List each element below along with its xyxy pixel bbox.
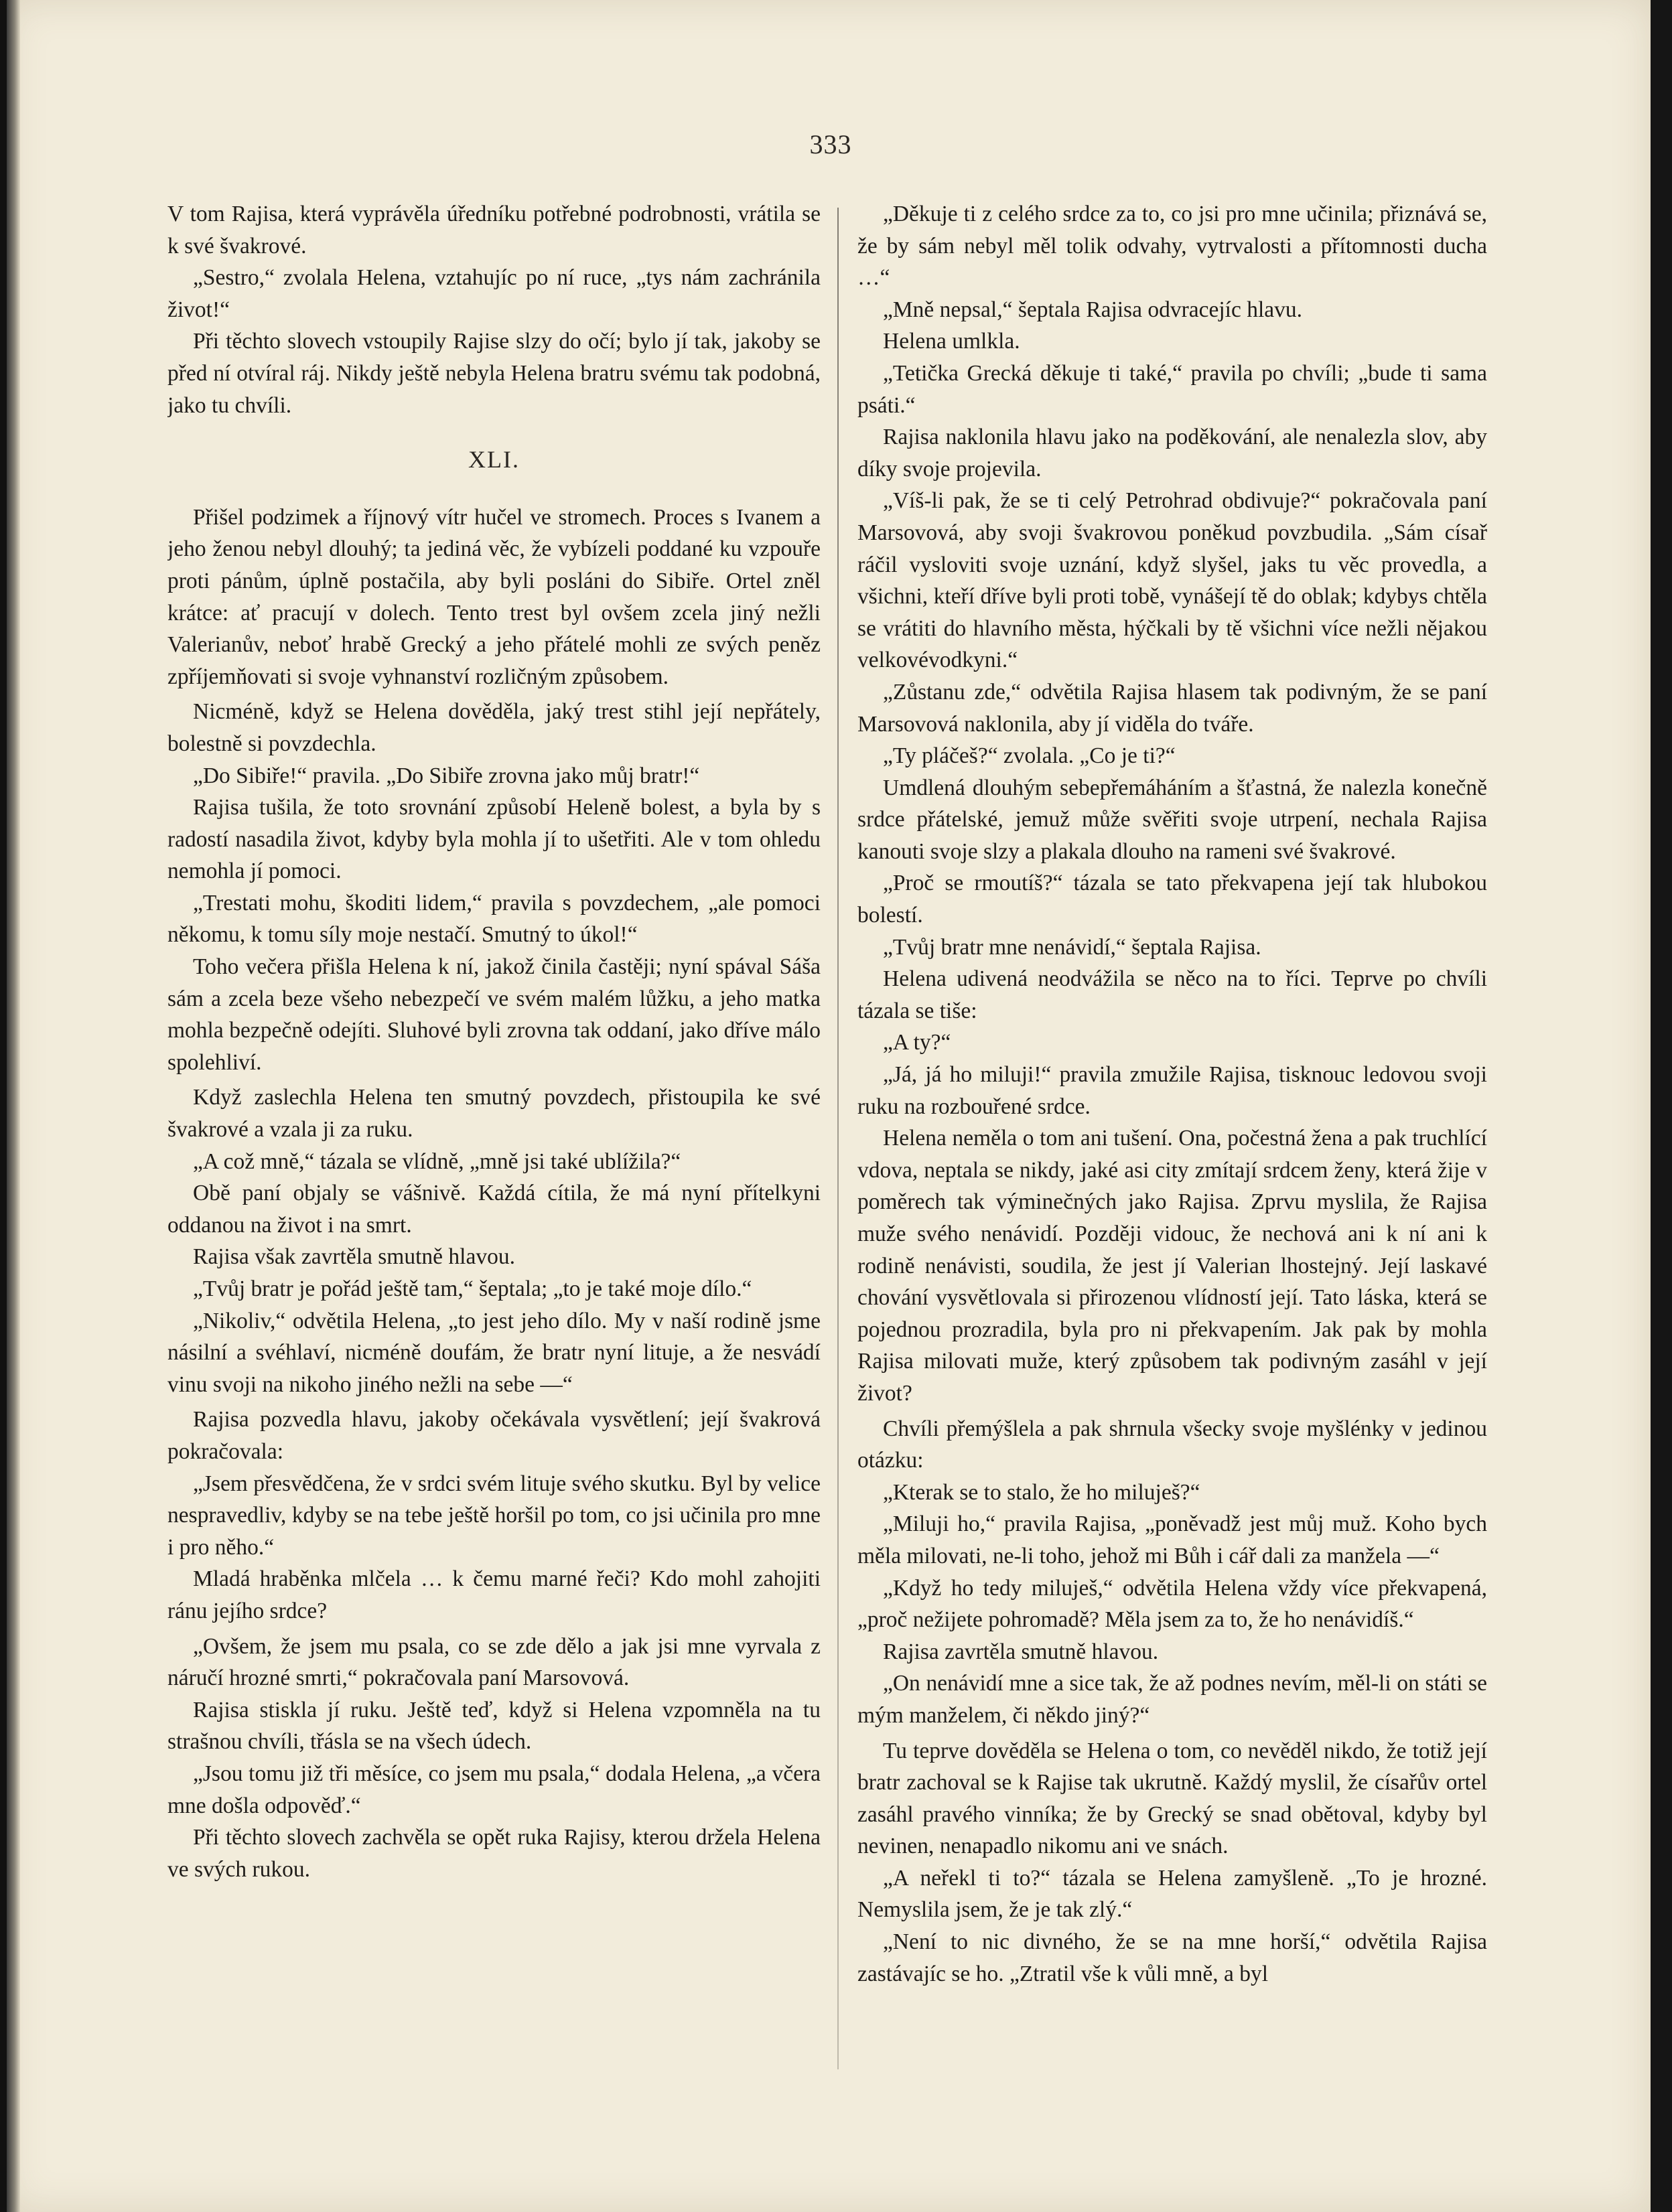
left-text-column <box>167 198 821 2140</box>
paragraph: Rajisa tušila, že toto srovnání způsobí Heleně bolest, a byla by s radostí nasadila život, kdyby byla mohla jí to ušetřiti. Ale v tom ohledu nemohla jí pomoci. <box>167 795 821 884</box>
paragraph: „A neřekl ti to?“ tázala se Helena zamyšleně. „To je hrozné. Nemyslila jsem, že je tak zlý.“ <box>857 1865 1487 1923</box>
paragraph: „Není to nic divného, že se na mne horší,“ odvětila Rajisa zastávajíc se ho. „Ztratil vše k vůli mně, a byl <box>857 1929 1487 1986</box>
paragraph: Umdlená dlouhým sebepřemáháním a šťastná, že nalezla konečně srdce přátelské, jemuž může svěřiti svoje utrpení, nechala Rajisa kanouti svoje slzy a plakala dlouho na rameni své švakrové. <box>857 775 1487 864</box>
paragraph: „Víš-li pak, že se ti celý Petrohrad obdivuje?“ pokračovala paní Marsovová, aby svoji švakrovou poněkud povzbudila. „Sám císař ráčil vysloviti svoje uznání, když slyšel, jaks tu věc provedla, a všichni, kteří dříve byli proti tobě, vynášejí tě do oblak; kdybys chtěla se vrátiti do hlavního města, hýčkali by tě všichni více nežli nějakou velkovévodkyni.“ <box>857 488 1487 673</box>
paragraph: „Trestati mohu, škoditi lidem,“ pravila s povzdechem, „ale pomoci někomu, k tomu síly moje nestačí. Smutný to úkol!“ <box>167 890 821 948</box>
paragraph: „Jsem přesvědčena, že v srdci svém lituje svého skutku. Byl by velice nespravedliv, kdyby se na tebe ještě horšil po tom, co jsi učinila pro mne i pro něho.“ <box>167 1471 821 1560</box>
paragraph: „Miluji ho,“ pravila Rajisa, „poněvadž jest můj muž. Koho bych měla milovati, ne-li toho, jehož mi Bůh i cář dali za manžela —“ <box>857 1511 1487 1568</box>
paragraph: „Zůstanu zde,“ odvětila Rajisa hlasem tak podivným, že se paní Marsovová naklonila, aby jí viděla do tváře. <box>857 679 1487 737</box>
paragraph: „Ovšem, že jsem mu psala, co se zde dělo a jak jsi mne vyrvala z náručí hrozné smrti,“ pokračovala paní Marsovová. <box>167 1633 821 1691</box>
paragraph: „Mně nepsal,“ šeptala Rajisa odvracejíc hlavu. <box>883 297 1303 322</box>
column-divider <box>837 208 839 2069</box>
paragraph: „Sestro,“ zvolala Helena, vztahujíc po ní ruce, „tys nám zachránila život!“ <box>167 265 821 322</box>
paragraph: Rajisa však zavrtěla smutně hlavou. <box>193 1244 515 1270</box>
paragraph: V tom Rajisa, která vyprávěla úředníku potřebné podrobnosti, vrátila se k své švakrové. <box>167 202 821 259</box>
paragraph: „Do Sibiře!“ pravila. „Do Sibiře zrovna jako můj bratr!“ <box>193 763 700 788</box>
paragraph: „A což mně,“ tázala se vlídně, „mně jsi také ublížila?“ <box>193 1149 681 1174</box>
paragraph: Rajisa pozvedla hlavu, jakoby očekávala vysvětlení; její švakrová pokračovala: <box>167 1407 821 1464</box>
scanned-book-page <box>7 0 1651 2212</box>
page-gutter-shadow <box>7 0 20 2212</box>
paragraph: Helena umlkla. <box>883 329 1020 354</box>
paragraph: Když zaslechla Helena ten smutný povzdech, přistoupila ke své švakrové a vzala ji za ruku. <box>167 1085 821 1142</box>
paragraph: „On nenávidí mne a sice tak, že až podnes nevím, měl-li on státi se mým manželem, či někdo jiný?“ <box>857 1671 1487 1728</box>
paragraph: „Nikoliv,“ odvětila Helena, „to jest jeho dílo. My v naší rodině jsme násilní a svéhlaví, nicméně doufám, že bratr nyní lituje, a že nesvádí vinu svoji na nikoho jiného nežli na sebe —“ <box>167 1308 821 1397</box>
paragraph: „Kterak se to stalo, že ho miluješ?“ <box>883 1479 1200 1505</box>
paragraph: „Proč se rmoutíš?“ tázala se tato překvapena její tak hlubokou bolestí. <box>857 871 1487 928</box>
paragraph: Helena neměla o tom ani tušení. Ona, počestná žena a pak truchlící vdova, neptala se nikdy, jaké asi city zmítají srdcem ženy, která žije v poměrech tak výminečných jako Rajisa. Zprvu myslila, že Rajisa muže svého nenávidí. Později vidouc, že nechová ani k ní ani k rodině nenávisti, soudila, že jest jí Valerian lhostejný. Její laskavé chování vysvětlovala si přirozenou vlídností její. Tato láska, která se pojednou prozradila, byla pro ni překvapením. Jak pak by mohla Rajisa milovati muže, který způsobem tak podivným zasáhl v její život? <box>857 1126 1487 1406</box>
paragraph: „A ty?“ <box>883 1030 951 1055</box>
paragraph: Helena udivená neodvážila se něco na to říci. Teprve po chvíli tázala se tiše: <box>857 966 1487 1023</box>
right-text-column <box>857 198 1487 2140</box>
paragraph: Při těchto slovech zachvěla se opět ruka Rajisy, kterou držela Helena ve svých rukou. <box>167 1825 821 1882</box>
paragraph: „Jsou tomu již tři měsíce, co jsem mu psala,“ dodala Helena, „a včera mne došla odpověď.“ <box>167 1761 821 1818</box>
paragraph: „Ty pláčeš?“ zvolala. „Co je ti?“ <box>883 743 1176 769</box>
paragraph: „Děkuje ti z celého srdce za to, co jsi pro mne učinila; přiznává se, že by sám nebyl měl tolik odvahy, vytrvalosti a přítomnosti ducha …“ <box>857 202 1487 291</box>
paragraph: Při těchto slovech vstoupily Rajise slzy do očí; bylo jí tak, jakoby se před ní otvíral ráj. Nikdy ještě nebyla Helena bratru svému tak podobná, jako tu chvíli. <box>167 329 821 418</box>
paragraph: Chvíli přemýšlela a pak shrnula všecky svoje myšlénky v jedinou otázku: <box>857 1416 1487 1473</box>
paragraph: „Když ho tedy miluješ,“ odvětila Helena vždy více překvapená, „proč nežijete pohromadě? Měla jsem za to, že ho nenávidíš.“ <box>857 1575 1487 1633</box>
paragraph: Rajisa zavrtěla smutně hlavou. <box>883 1639 1159 1664</box>
paragraph: „Tvůj bratr je pořád ještě tam,“ šeptala; „to je také moje dílo.“ <box>193 1276 752 1301</box>
paragraph: Rajisa stiskla jí ruku. Ještě teď, když si Helena vzpomněla na tu strašnou chvíli, třásla se na všech údech. <box>167 1697 821 1755</box>
paragraph: Nicméně, když se Helena dověděla, jaký trest stihl její nepřátely, bolestně si povzdechla. <box>167 699 821 756</box>
paragraph: Obě paní objaly se vášnivě. Každá cítila, že má nyní přítelkyni oddanou na život i na smrt. <box>167 1181 821 1238</box>
paragraph: Rajisa naklonila hlavu jako na poděkování, ale nenalezla slov, aby díky svoje projevila. <box>857 425 1487 482</box>
paragraph: Tu teprve dověděla se Helena o tom, co nevěděl nikdo, že totiž její bratr zachoval se k Rajise tak ukrutně. Každý myslil, že císařův ortel zasáhl pravého vinníka; že by Grecký se snad obětoval, kdyby byl nevinen, nenapadlo nikomu ani ve snách. <box>857 1738 1487 1859</box>
paragraph: Mladá hraběnka mlčela … k čemu marné řeči? Kdo mohl zahojiti ránu jejího srdce? <box>167 1566 821 1623</box>
chapter-heading: XLI. <box>468 446 520 473</box>
paragraph: Toho večera přišla Helena k ní, jakož činila častěji; nyní spával Sáša sám a zcela beze všeho nebezpečí ve svém malém lůžku, a jeho matka mohla bezpečně odejíti. Sluhové byli zrovna tak oddaní, jako dříve málo spolehliví. <box>167 954 821 1075</box>
paragraph: „Já, já ho miluji!“ pravila zmužile Rajisa, tisknouc ledovou svoji ruku na rozbouřené srdce. <box>857 1062 1487 1119</box>
scan-border <box>1651 0 1672 2212</box>
paragraph: „Tetička Grecká děkuje ti také,“ pravila po chvíli; „bude ti sama psáti.“ <box>857 360 1487 418</box>
paragraph: Přišel podzimek a říjnový vítr hučel ve stromech. Proces s Ivanem a jeho ženou nebyl dlouhý; ta jediná věc, že vybízeli poddané ku vzpouře proti pánům, úplně postačila, aby byli posláni do Sibiře. Ortel zněl krátce: ať pracují v dolech. Tento trest byl ovšem zcela jiný nežli Valerianův, neboť hrabě Grecký a jeho přátelé mohli ze svých peněz zpříjemňovati si svoje vyhnanství rozličným způsobem. <box>167 504 821 689</box>
paragraph: „Tvůj bratr mne nenávidí,“ šeptala Rajisa. <box>883 934 1261 960</box>
page-number: 333 <box>809 129 852 159</box>
